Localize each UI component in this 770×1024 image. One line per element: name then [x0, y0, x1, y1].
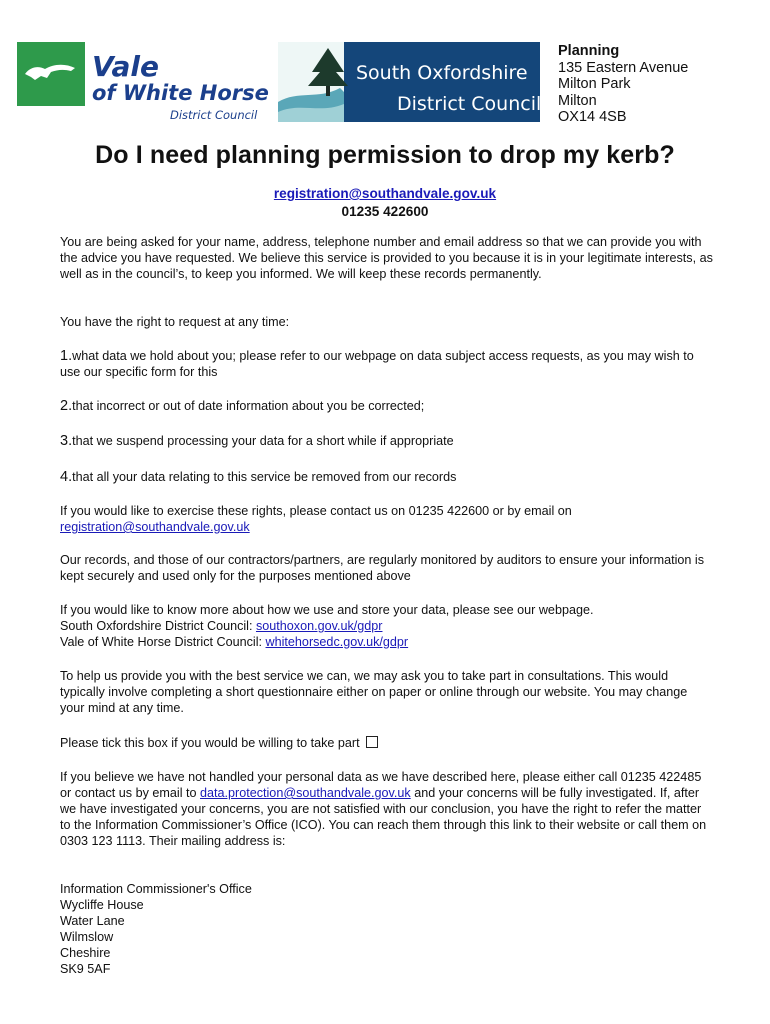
ico-address-line: SK9 5AF — [60, 962, 111, 976]
complaint-text-end: and your concerns will be fully investigated. If, after we have investigated your concerns, you are not satisfied with our conclusion, you have the right to refer the matter to the Information Commissioner’s Office (ICO). You can reach them through this link to their website or call them on 0303 123 1113. Their mailing address is: — [60, 786, 707, 848]
rights-item-text: what data we hold about you; please refer to our webpage on data subject access requests, as you may wish to use our specific form for this — [60, 349, 694, 379]
ico-address — [60, 881, 715, 977]
rights-item-text: that all your data relating to this service be removed from our records — [72, 470, 457, 484]
address-line: 135 Eastern Avenue — [558, 59, 689, 76]
office-address — [558, 43, 688, 126]
ico-address-line: Wycliffe House — [60, 898, 144, 912]
ico-address-line: Water Lane — [60, 914, 125, 928]
consultation-checkbox[interactable] — [366, 736, 378, 748]
address-heading: Planning — [558, 43, 620, 59]
registration-email-link[interactable]: registration@southandvale.gov.uk — [60, 520, 250, 534]
south-logo-line1: South Oxfordshire — [356, 62, 528, 84]
rights-item — [60, 348, 715, 380]
address-line: OX14 4SB — [558, 109, 627, 126]
vale-logo-line2: of White Horse — [92, 81, 269, 105]
ico-address-line: Cheshire — [60, 946, 111, 960]
south-logo-line2: District Council — [397, 93, 540, 115]
vwh-gdpr-link[interactable]: whitehorsedc.gov.uk/gdpr — [265, 635, 409, 649]
data-protection-email-link[interactable]: data.protection@southandvale.gov.uk — [200, 786, 411, 800]
rights-item-number: 3. — [60, 433, 73, 449]
tick-box-label: Please tick this box if you would be willing to take part — [60, 736, 360, 750]
rights-item-number: 2. — [60, 398, 73, 414]
rights-item-text: that incorrect or out of date information about you be corrected; — [72, 399, 425, 413]
more-info-paragraph — [60, 602, 715, 650]
contact-phone: 01235 422600 — [341, 204, 429, 219]
address-line: Milton — [558, 92, 597, 109]
address-line: Milton Park — [558, 76, 631, 93]
complaint-text-start: If you believe we have not handled your personal data as we have described here, please either call 01235 422485 or contact us by email to — [60, 770, 702, 800]
vale-logo-line3: District Council — [170, 108, 258, 122]
vwh-gdpr-label: Vale of White Horse District Council: — [60, 635, 263, 649]
rights-intro: You have the right to request at any time: — [60, 315, 290, 329]
contact-email-row — [0, 186, 770, 201]
exercise-rights-paragraph — [60, 503, 715, 535]
consultation-paragraph: To help us provide you with the best service we can, we may ask you to take part in consultations. This would typically involve completing a short questionnaire either on paper or online through our website. You may change your mind at any time. — [60, 669, 688, 715]
rights-item — [60, 469, 715, 485]
so-gdpr-label: South Oxfordshire District Council: — [60, 619, 253, 633]
records-paragraph: Our records, and those of our contractors/partners, are regularly monitored by auditors to ensure your information is kept securely and used only for the purposes mentioned above — [60, 553, 704, 583]
tick-box-row — [60, 735, 715, 751]
rights-item — [60, 398, 715, 414]
rights-item-text: that we suspend processing your data for a short while if appropriate — [72, 434, 454, 448]
intro-paragraph: You are being asked for your name, address, telephone number and email address so that we can provide you with the advice you have requested. We believe this service is provided to you because it is in your legitimate interests, as well as in the council’s, to keep you informed. We will keep these records permanently. — [60, 235, 713, 281]
south-oxfordshire-logo — [278, 42, 540, 122]
rights-item-number: 4. — [60, 469, 73, 485]
rights-item — [60, 433, 715, 449]
ico-address-line: Wilmslow — [60, 930, 114, 944]
rights-item-number: 1. — [60, 348, 73, 364]
vale-of-white-horse-logo — [17, 42, 279, 124]
vale-logo-line1: Vale — [92, 50, 159, 83]
more-info-text: If you would like to know more about how we use and store your data, please see our webpage. — [60, 603, 594, 617]
complaint-paragraph — [60, 769, 715, 849]
page-title: Do I need planning permission to drop my kerb? — [95, 141, 675, 169]
exercise-rights-text: If you would like to exercise these rights, please contact us on 01235 422600 or by email on — [60, 504, 572, 518]
so-gdpr-link[interactable]: southoxon.gov.uk/gdpr — [255, 619, 383, 633]
ico-address-line: Information Commissioner's Office — [60, 882, 252, 896]
contact-email-link[interactable]: registration@southandvale.gov.uk — [273, 186, 497, 201]
